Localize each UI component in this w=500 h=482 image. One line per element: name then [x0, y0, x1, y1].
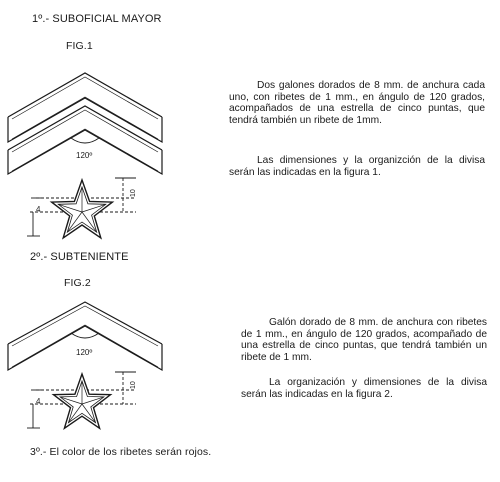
- angle-label: 120º: [76, 151, 93, 160]
- section1-heading: 1º.- SUBOFICIAL MAYOR: [32, 13, 162, 25]
- dim-top-label: 10: [130, 381, 137, 389]
- section2-figure-label: FIG.2: [64, 277, 91, 289]
- star-icon: [54, 374, 111, 428]
- dim-side-label: 4: [36, 397, 41, 406]
- section2-paragraph1: Galón dorado de 8 mm. de anchura con ribetes de 1 mm., en ángulo de 120 grados, acompañado de una estrella de cinco puntas, que tendrá también un ribete de 1 mm.: [241, 317, 487, 363]
- dim-top-label: 10: [130, 189, 137, 197]
- angle-arc: [71, 333, 99, 338]
- angle-label: 120º: [76, 348, 93, 357]
- section1-paragraph1: Dos galones dorados de 8 mm. de anchura cada uno, con ribetes de 1 mm., en ángulo de 120 grados, acompañados de una estrella de cinco puntas, que tendrá también un ribete de 1mm.: [229, 80, 485, 126]
- angle-arc: [71, 138, 99, 143]
- section2-paragraph2: La organización y dimensiones de la divisa serán las indicadas en la figura 2.: [241, 377, 487, 400]
- section2-heading: 2º.- SUBTENIENTE: [30, 251, 129, 263]
- section1-figure-label: FIG.1: [66, 40, 93, 52]
- figure2-drawing: [0, 300, 170, 435]
- figure1-drawing: [0, 70, 170, 245]
- chevron-inner: [8, 106, 162, 174]
- section1-paragraph2: Las dimensiones y la organizción de la divisa serán las indicadas en la figura 1.: [229, 155, 485, 178]
- chevron-outer: [8, 73, 162, 142]
- section3-text: 3º.- El color de los ribetes serán rojos.: [30, 446, 212, 458]
- star-icon: [52, 180, 113, 238]
- chevron-single: [8, 302, 162, 370]
- dim-side-label: 4: [36, 205, 41, 214]
